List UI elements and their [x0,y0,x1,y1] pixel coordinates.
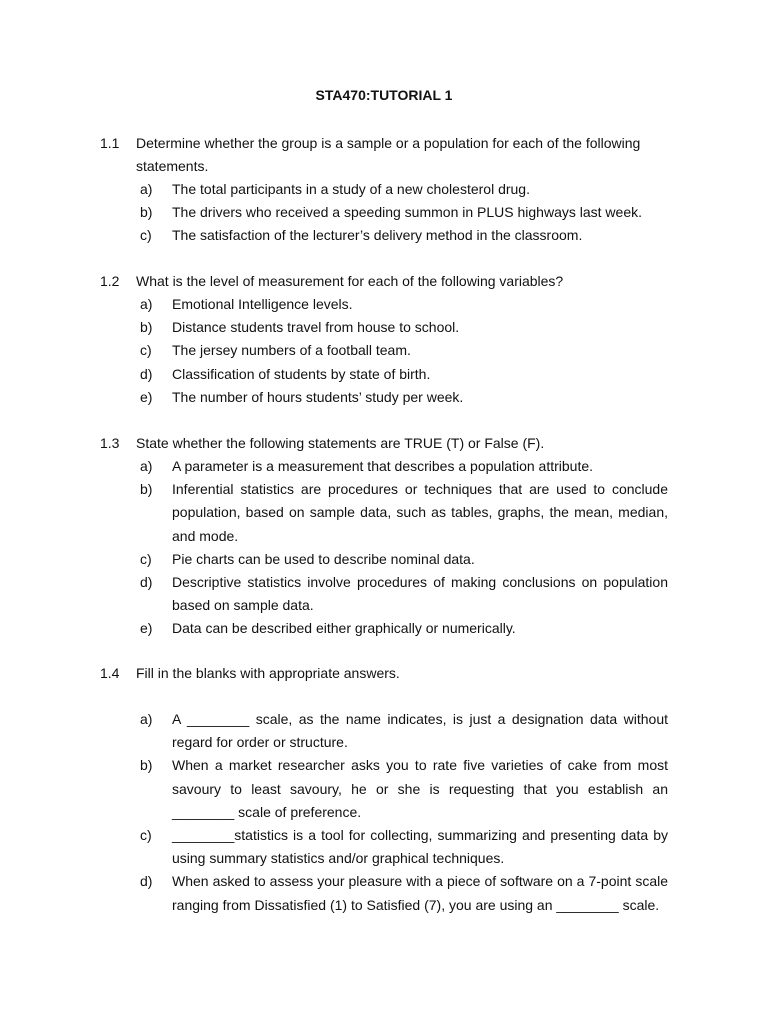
question-number: 1.1 [100,135,120,151]
item-letter: e) [140,620,153,637]
item-text: The jersey numbers of a football team. [172,342,411,359]
item-letter: c) [140,342,152,359]
question-1-2 [100,270,670,409]
question-text: Determine whether the group is a sample or a population for each of the following statements. [136,135,641,174]
list-item [140,478,672,548]
item-text: Distance students travel from house to school. [172,319,460,336]
list-item [140,708,672,754]
item-letter: a) [140,296,153,312]
item-letter: c) [140,827,152,844]
list-item [140,201,672,224]
question-text: State whether the following statements are TRUE (T) or False (F). [136,435,545,451]
list-item [140,824,672,870]
item-text: The drivers who received a speeding summon in PLUS highways last week. [172,204,643,221]
item-text: A ________ scale, as the name indicates, is just a designation data without regard for order or structure. [172,711,668,751]
item-letter: b) [140,757,153,774]
list-item [140,548,672,571]
list-item [140,571,672,617]
item-text: Data can be described either graphically or numerically. [172,620,516,637]
question-1-3 [100,432,670,641]
list-item [140,386,672,409]
question-1-4 [100,662,670,917]
list-item [140,754,672,824]
list-item [140,339,672,362]
question-number: 1.4 [100,665,120,681]
item-letter: c) [140,227,152,244]
question-text: Fill in the blanks with appropriate answers. [136,665,400,681]
item-text: Classification of students by state of birth. [172,365,431,382]
page-title: STA470:TUTORIAL 1 [315,87,453,103]
item-text: The number of hours students’ study per week. [172,388,464,405]
list-item [140,363,672,386]
question-items [100,708,670,917]
item-text: Inferential statistics are procedures or techniques that are used to conclude population, based on sample data, such as tables, graphs, the mean, median, and mode. [172,481,668,544]
item-text: A parameter is a measurement that describes a population attribute. [172,458,594,474]
question-items [100,455,670,641]
question-items [100,178,670,248]
item-letter: b) [140,204,153,221]
item-text: The satisfaction of the lecturer’s delivery method in the classroom. [172,227,583,244]
spacer [100,685,670,708]
question-1-1 [100,132,670,248]
item-text: Emotional Intelligence levels. [172,296,353,312]
item-text: ________statistics is a tool for collecting, summarizing and presenting data by using summary statistics and/or graphical techniques. [172,827,668,867]
item-letter: b) [140,319,153,336]
item-letter: c) [140,550,152,567]
item-text: Pie charts can be used to describe nominal data. [172,550,475,567]
item-letter: d) [140,873,153,890]
item-letter: a) [140,458,153,474]
list-item [140,455,672,478]
item-letter: d) [140,365,153,382]
item-letter: b) [140,481,153,498]
question-number: 1.2 [100,273,120,289]
list-item [140,178,672,201]
list-item [140,316,672,339]
item-text: When a market researcher asks you to rate five varieties of cake from most savoury to least savoury, he or she is requesting that you establish an ________ scale of preference. [172,757,668,820]
question-items [100,293,670,409]
item-letter: d) [140,574,153,591]
list-item [140,870,672,916]
item-letter: a) [140,711,153,727]
item-text: Descriptive statistics involve procedures of making conclusions on population based on sample data. [172,574,668,614]
item-text: The total participants in a study of a new cholesterol drug. [172,181,530,197]
list-item [140,293,672,316]
question-number: 1.3 [100,435,120,451]
item-letter: a) [140,181,153,197]
list-item [140,617,672,640]
question-text: What is the level of measurement for each of the following variables? [136,273,564,289]
list-item [140,224,672,247]
item-text: When asked to assess your pleasure with a piece of software on a 7-point scale ranging from Dissatisfied (1) to Satisfied (7), you are using an ________ scale. [172,873,668,913]
item-letter: e) [140,388,153,405]
